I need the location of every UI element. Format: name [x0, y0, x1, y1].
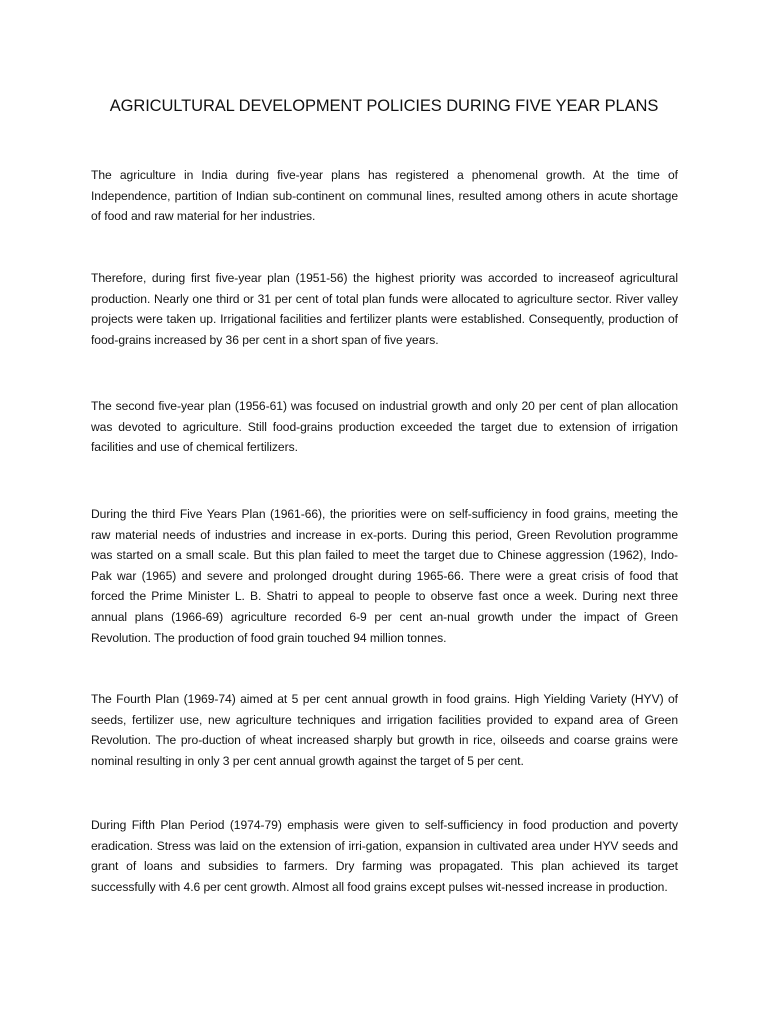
paragraph-second-plan: The second five-year plan (1956-61) was focused on industrial growth and only 20 per cent of plan allocation was devoted to agriculture. Still food-grains production exceeded the target due to extension of irrigation facilities and use of chemical fertilizers.: [91, 399, 678, 455]
paragraph-first-plan: Therefore, during first five-year plan (1951-56) the highest priority was accorded to increaseof agricultural production. Nearly one third or 31 per cent of total plan funds were allocated to agriculture sector. River valley projects were taken up. Irrigational facilities and fertilizer plants were established. Consequently, production of food-grains increased by 36 per cent in a short span of five years.: [91, 271, 678, 347]
document-title: AGRICULTURAL DEVELOPMENT POLICIES DURING FIVE YEAR PLANS: [109, 97, 659, 115]
paragraph-third-plan: During the third Five Years Plan (1961-66), the priorities were on self-sufficiency in food grains, meeting the raw material needs of industries and increase in ex-ports. During this period, Green Revolution programme was started on a small scale. But this plan failed to meet the target due to Chinese aggression (1962), Indo-Pak war (1965) and severe and prolonged drought during 1965-66. There were a great crisis of food that forced the Prime Minister L. B. Shatri to appeal to people to observe fast once a week. During next three annual plans (1966-69) agriculture recorded 6-9 per cent an-nual growth under the impact of Green Revolution. The production of food grain touched 94 million tonnes.: [91, 507, 678, 645]
paragraph-fourth-plan: The Fourth Plan (1969-74) aimed at 5 per cent annual growth in food grains. High Yielding Variety (HYV) of seeds, fertilizer use, new agriculture techniques and irrigation facilities provided to expand area of Green Revolution. The pro-duction of wheat increased sharply but growth in rice, oilseeds and coarse grains were nominal resulting in only 3 per cent annual growth against the target of 5 per cent.: [91, 692, 678, 768]
paragraph-fifth-plan: During Fifth Plan Period (1974-79) emphasis were given to self-sufficiency in food production and poverty eradication. Stress was laid on the extension of irri-gation, expansion in cultivated area under HYV seeds and grant of loans and subsidies to farmers. Dry farming was propagated. This plan achieved its target successfully with 4.6 per cent growth. Almost all food grains except pulses wit-nessed increase in production.: [91, 818, 678, 894]
paragraph-independence: The agriculture in India during five-year plans has registered a phenomenal growth. At the time of Independence, partition of Indian sub-continent on communal lines, resulted among others in acute shortage of food and raw material for her industries.: [91, 168, 678, 224]
